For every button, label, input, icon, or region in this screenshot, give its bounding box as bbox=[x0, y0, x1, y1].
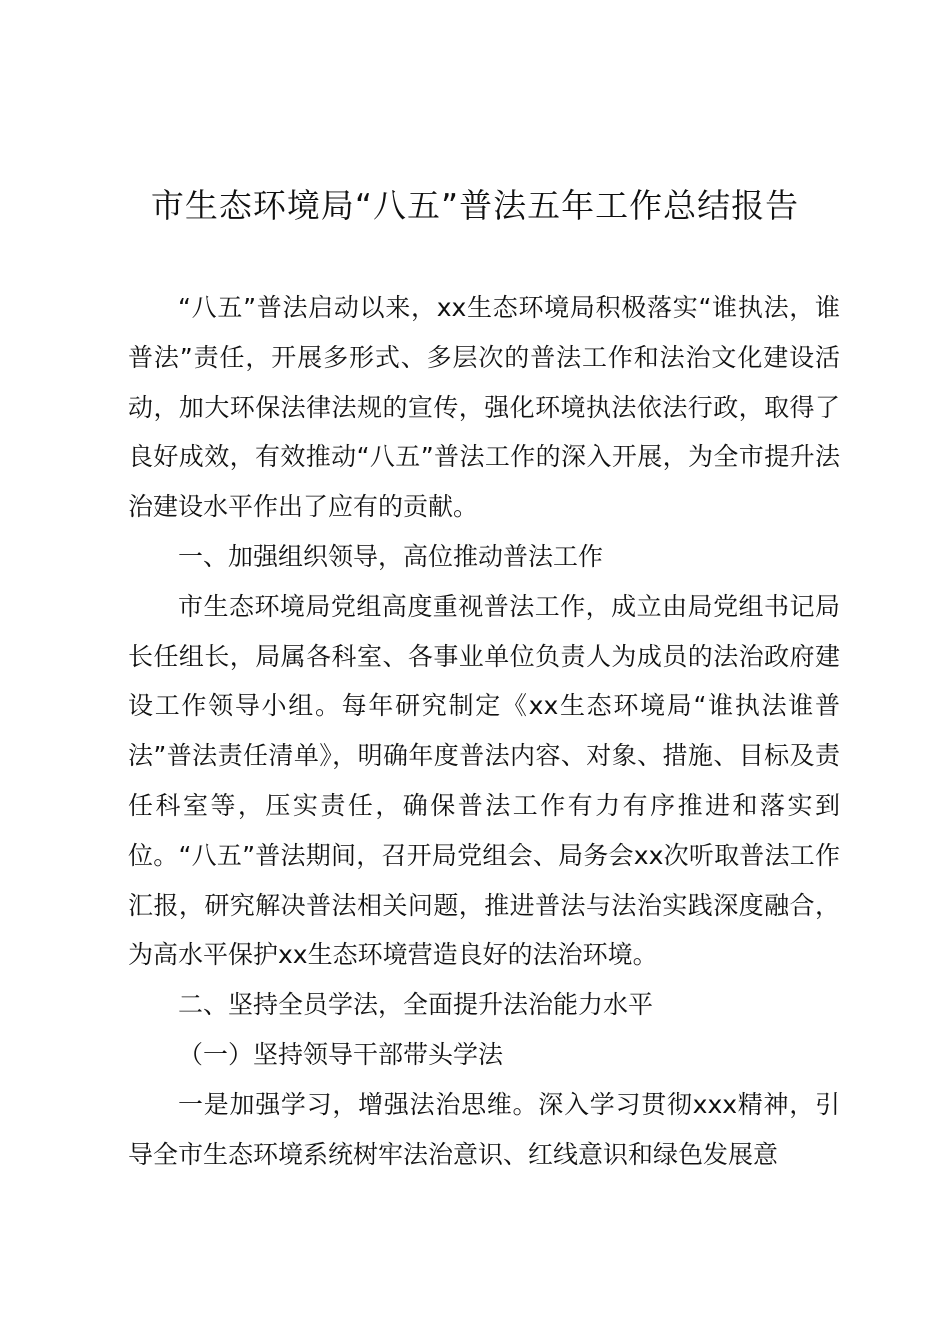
subsection-paragraph-1: 一是加强学习，增强法治思维。深入学习贯彻xxx精神，引导全市生态环境系统树牢法治意识、红线意识和绿色发展意 bbox=[128, 1089, 840, 1169]
intro-paragraph: “八五”普法启动以来，xx生态环境局积极落实“谁执法，谁普法”责任，开展多形式、多层次的普法工作和法治文化建设活动，加大环保法律法规的宣传，强化环境执法依法行政，取得了良好成效，有效推动“八五”普法工作的深入开展，为全市提升法治建设水平作出了应有的贡献。 bbox=[128, 293, 840, 522]
subsection-heading-1: （一）坚持领导干部带头学法 bbox=[178, 1039, 504, 1069]
document-title: 市生态环境局“八五”普法五年工作总结报告 bbox=[150, 186, 800, 225]
section-heading-1: 一、加强组织领导，高位推动普法工作 bbox=[178, 541, 604, 571]
section-paragraph-1: 市生态环境局党组高度重视普法工作，成立由局党组书记局长任组长，局属各科室、各事业单位负责人为成员的法治政府建设工作领导小组。每年研究制定《xx生态环境局“谁执法谁普法”普法责任清单》，明确年度普法内容、对象、措施、目标及责任科室等，压实责任，确保普法工作有力有序推进和落实到位。“八五”普法期间，召开局党组会、局务会xx次听取普法工作汇报，研究解决普法相关问题，推进普法与法治实践深度融合，为高水平保护xx生态环境营造良好的法治环境。 bbox=[128, 591, 840, 970]
document-body bbox=[128, 283, 840, 1179]
section-heading-2: 二、坚持全员学法，全面提升法治能力水平 bbox=[178, 990, 654, 1020]
